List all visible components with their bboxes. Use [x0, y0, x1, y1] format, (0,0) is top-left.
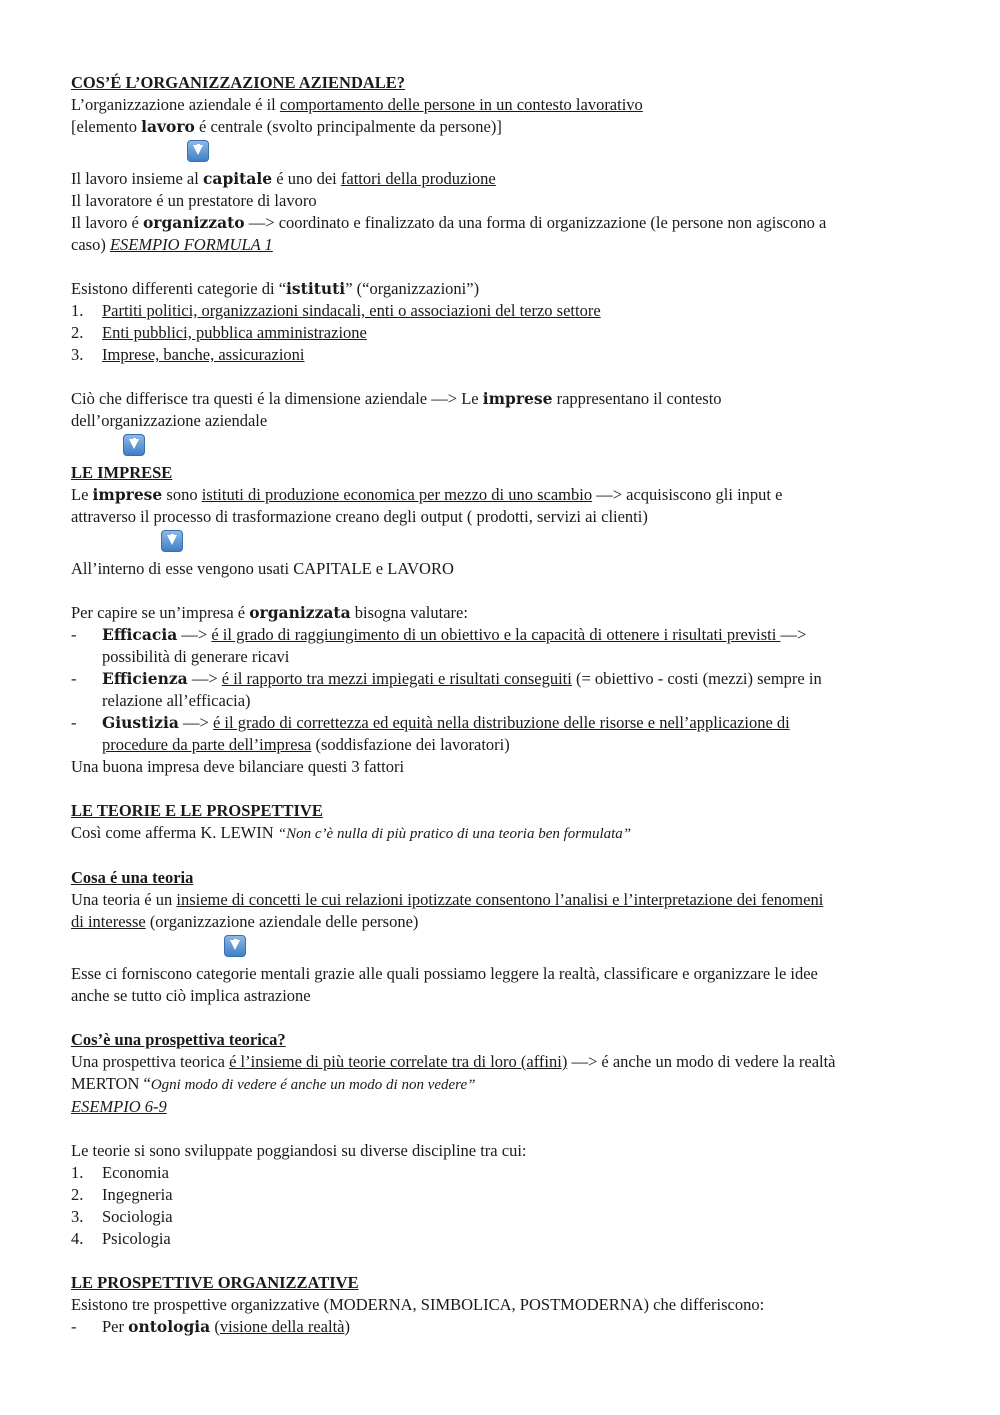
section-heading: COS’É L’ORGANIZZAZIONE AZIENDALE?	[71, 73, 406, 92]
list-item: - Giustizia —> é il grado di correttezza ed equità nella distribuzione delle risorse e nell’applicazione di	[71, 713, 790, 732]
subsection-heading: Cos’è una prospettiva teorica?	[71, 1030, 286, 1049]
paragraph: Le imprese sono istituti di produzione economica per mezzo di uno scambio —> acquisiscono gli input e	[71, 485, 783, 504]
paragraph: [elemento lavoro é centrale (svolto principalmente da persone)]	[71, 117, 502, 136]
paragraph: All’interno di esse vengono usati CAPITALE e LAVORO	[71, 559, 454, 578]
list-item-continuation: possibilità di generare ricavi	[102, 647, 290, 666]
list-item: - Per ontologia (visione della realtà)	[71, 1317, 350, 1336]
paragraph: Per capire se un’impresa é organizzata bisogna valutare:	[71, 603, 468, 622]
down-arrow-icon	[123, 434, 145, 456]
list-item: 4. Psicologia	[71, 1229, 171, 1248]
paragraph: Una buona impresa deve bilanciare questi 3 fattori	[71, 757, 405, 776]
list-item: - Efficacia —> é il grado di raggiungimento di un obiettivo e la capacità di ottenere i risultati previsti —>	[71, 625, 807, 644]
list-item: 3. Sociologia	[71, 1207, 173, 1226]
paragraph: Una teoria é un insieme di concetti le cui relazioni ipotizzate consentono l’analisi e l’interpretazione dei fenomeni	[71, 890, 824, 909]
paragraph: ESEMPIO 6-9	[71, 1097, 167, 1116]
list-item-continuation: relazione all’efficacia)	[102, 691, 251, 710]
list-item: 1. Economia	[71, 1163, 169, 1182]
paragraph: Le teorie si sono sviluppate poggiandosi su diverse discipline tra cui:	[71, 1141, 527, 1160]
subsection-heading: Cosa é una teoria	[71, 868, 194, 887]
paragraph: Il lavoro insieme al capitale é uno dei fattori della produzione	[71, 169, 496, 188]
down-arrow-icon	[224, 935, 246, 957]
paragraph: Il lavoro é organizzato —> coordinato e finalizzato da una forma di organizzazione (le persone non agiscono a	[71, 213, 827, 232]
section-heading: LE TEORIE E LE PROSPETTIVE	[71, 801, 323, 820]
paragraph: anche se tutto ciò implica astrazione	[71, 986, 311, 1005]
down-arrow-icon	[187, 140, 209, 162]
list-item: 3. Imprese, banche, assicurazioni	[71, 345, 305, 364]
down-arrow-icon	[161, 530, 183, 552]
section-heading: LE IMPRESE	[71, 463, 173, 482]
list-item: 2. Enti pubblici, pubblica amministrazione	[71, 323, 367, 342]
paragraph: Così come afferma K. LEWIN “Non c’è nulla di più pratico di una teoria ben formulata”	[71, 823, 632, 842]
paragraph: Il lavoratore é un prestatore di lavoro	[71, 191, 317, 210]
paragraph: Esistono tre prospettive organizzative (MODERNA, SIMBOLICA, POSTMODERNA) che differiscono:	[71, 1295, 765, 1314]
paragraph: di interesse (organizzazione aziendale delle persone)	[71, 912, 419, 931]
paragraph: dell’organizzazione aziendale	[71, 411, 268, 430]
paragraph: caso) ESEMPIO FORMULA 1	[71, 235, 273, 254]
paragraph: Ciò che differisce tra questi é la dimensione aziendale —> Le imprese rappresentano il contesto	[71, 389, 722, 408]
paragraph: L’organizzazione aziendale é il comportamento delle persone in un contesto lavorativo	[71, 95, 643, 114]
list-item-continuation: procedure da parte dell’impresa (soddisfazione dei lavoratori)	[102, 735, 510, 754]
list-item: 1. Partiti politici, organizzazioni sindacali, enti o associazioni del terzo settore	[71, 301, 601, 320]
paragraph: Una prospettiva teorica é l’insieme di più teorie correlate tra di loro (affini) —> é anche un modo di vedere la realtà	[71, 1052, 836, 1071]
list-item: - Efficienza —> é il rapporto tra mezzi impiegati e risultati conseguiti (= obiettivo - costi (mezzi) sempre in	[71, 669, 822, 688]
paragraph: Esistono differenti categorie di “istituti” (“organizzazioni”)	[71, 279, 480, 298]
paragraph: MERTON “Ogni modo di vedere é anche un modo di non vedere”	[71, 1074, 476, 1093]
section-heading: LE PROSPETTIVE ORGANIZZATIVE	[71, 1273, 359, 1292]
list-item: 2. Ingegneria	[71, 1185, 173, 1204]
paragraph: Esse ci forniscono categorie mentali grazie alle quali possiamo leggere la realtà, classificare e organizzare le idee	[71, 964, 818, 983]
paragraph: attraverso il processo di trasformazione creano degli output ( prodotti, servizi ai clienti)	[71, 507, 648, 526]
document-page	[71, 72, 941, 1338]
